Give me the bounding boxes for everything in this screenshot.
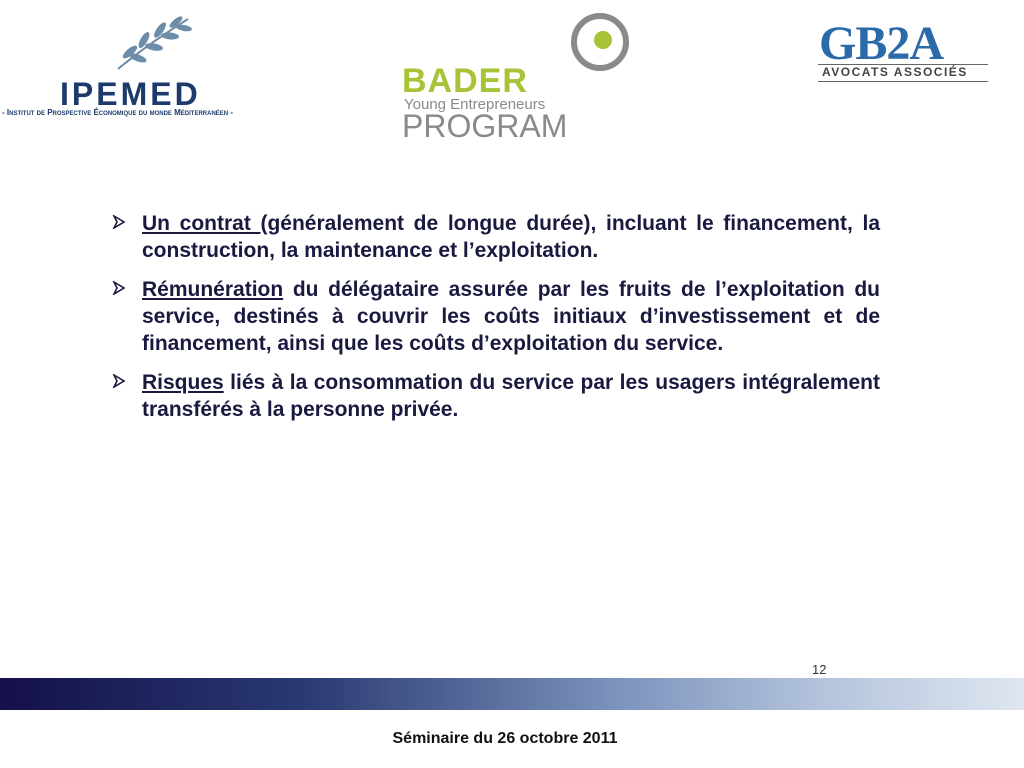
bullet-list — [110, 210, 880, 435]
arrow-bullet-icon — [112, 281, 126, 295]
bullet-text — [142, 369, 880, 423]
bullet-body: liés à la consommation du service par les usagers intégralement transférés à la personne privée. — [142, 371, 880, 421]
bullet-item — [110, 276, 880, 357]
bader-program: PROGRAM — [402, 108, 568, 144]
bullet-item — [110, 210, 880, 264]
gradient-band — [0, 678, 1024, 710]
bader-wordmark: BADER — [402, 62, 528, 100]
bader-subtitle: Young Entrepreneurs — [404, 96, 546, 113]
gb2a-logo — [815, 16, 990, 86]
bullet-body: (généralement de longue durée), incluant le financement, la construction, la maintenance et l’exploitation. — [142, 212, 880, 262]
ipemed-wordmark: IPEMED — [60, 76, 201, 112]
ring-dot-icon — [568, 10, 634, 76]
gb2a-wordmark: GB2A — [819, 17, 944, 70]
olive-branch-icon — [108, 14, 198, 74]
gb2a-subtitle: AVOCATS ASSOCIÉS — [822, 65, 968, 79]
bullet-text — [142, 210, 880, 264]
bullet-keyword: Risques — [142, 371, 224, 394]
bullet-item — [110, 369, 880, 423]
footer-text: Séminaire du 26 octobre 2011 — [392, 730, 618, 747]
bullet-body: du délégataire assurée par les fruits de l’exploitation du service, destinés à couvrir les coûts initiaux d’investissement et de financement, ainsi que les coûts d’exploitation du service. — [142, 278, 880, 355]
bader-logo — [400, 10, 640, 144]
page-number: 12 — [812, 662, 827, 677]
arrow-bullet-icon — [112, 374, 126, 388]
ipemed-subtitle: - Institut de Prospective Économique du monde Méditerranéen - — [2, 108, 234, 117]
ipemed-logo — [0, 10, 310, 120]
bullet-keyword: Un contrat — [142, 212, 261, 235]
bullet-keyword: Rémunération — [142, 278, 284, 301]
arrow-bullet-icon — [112, 215, 126, 229]
bullet-text — [142, 276, 880, 357]
